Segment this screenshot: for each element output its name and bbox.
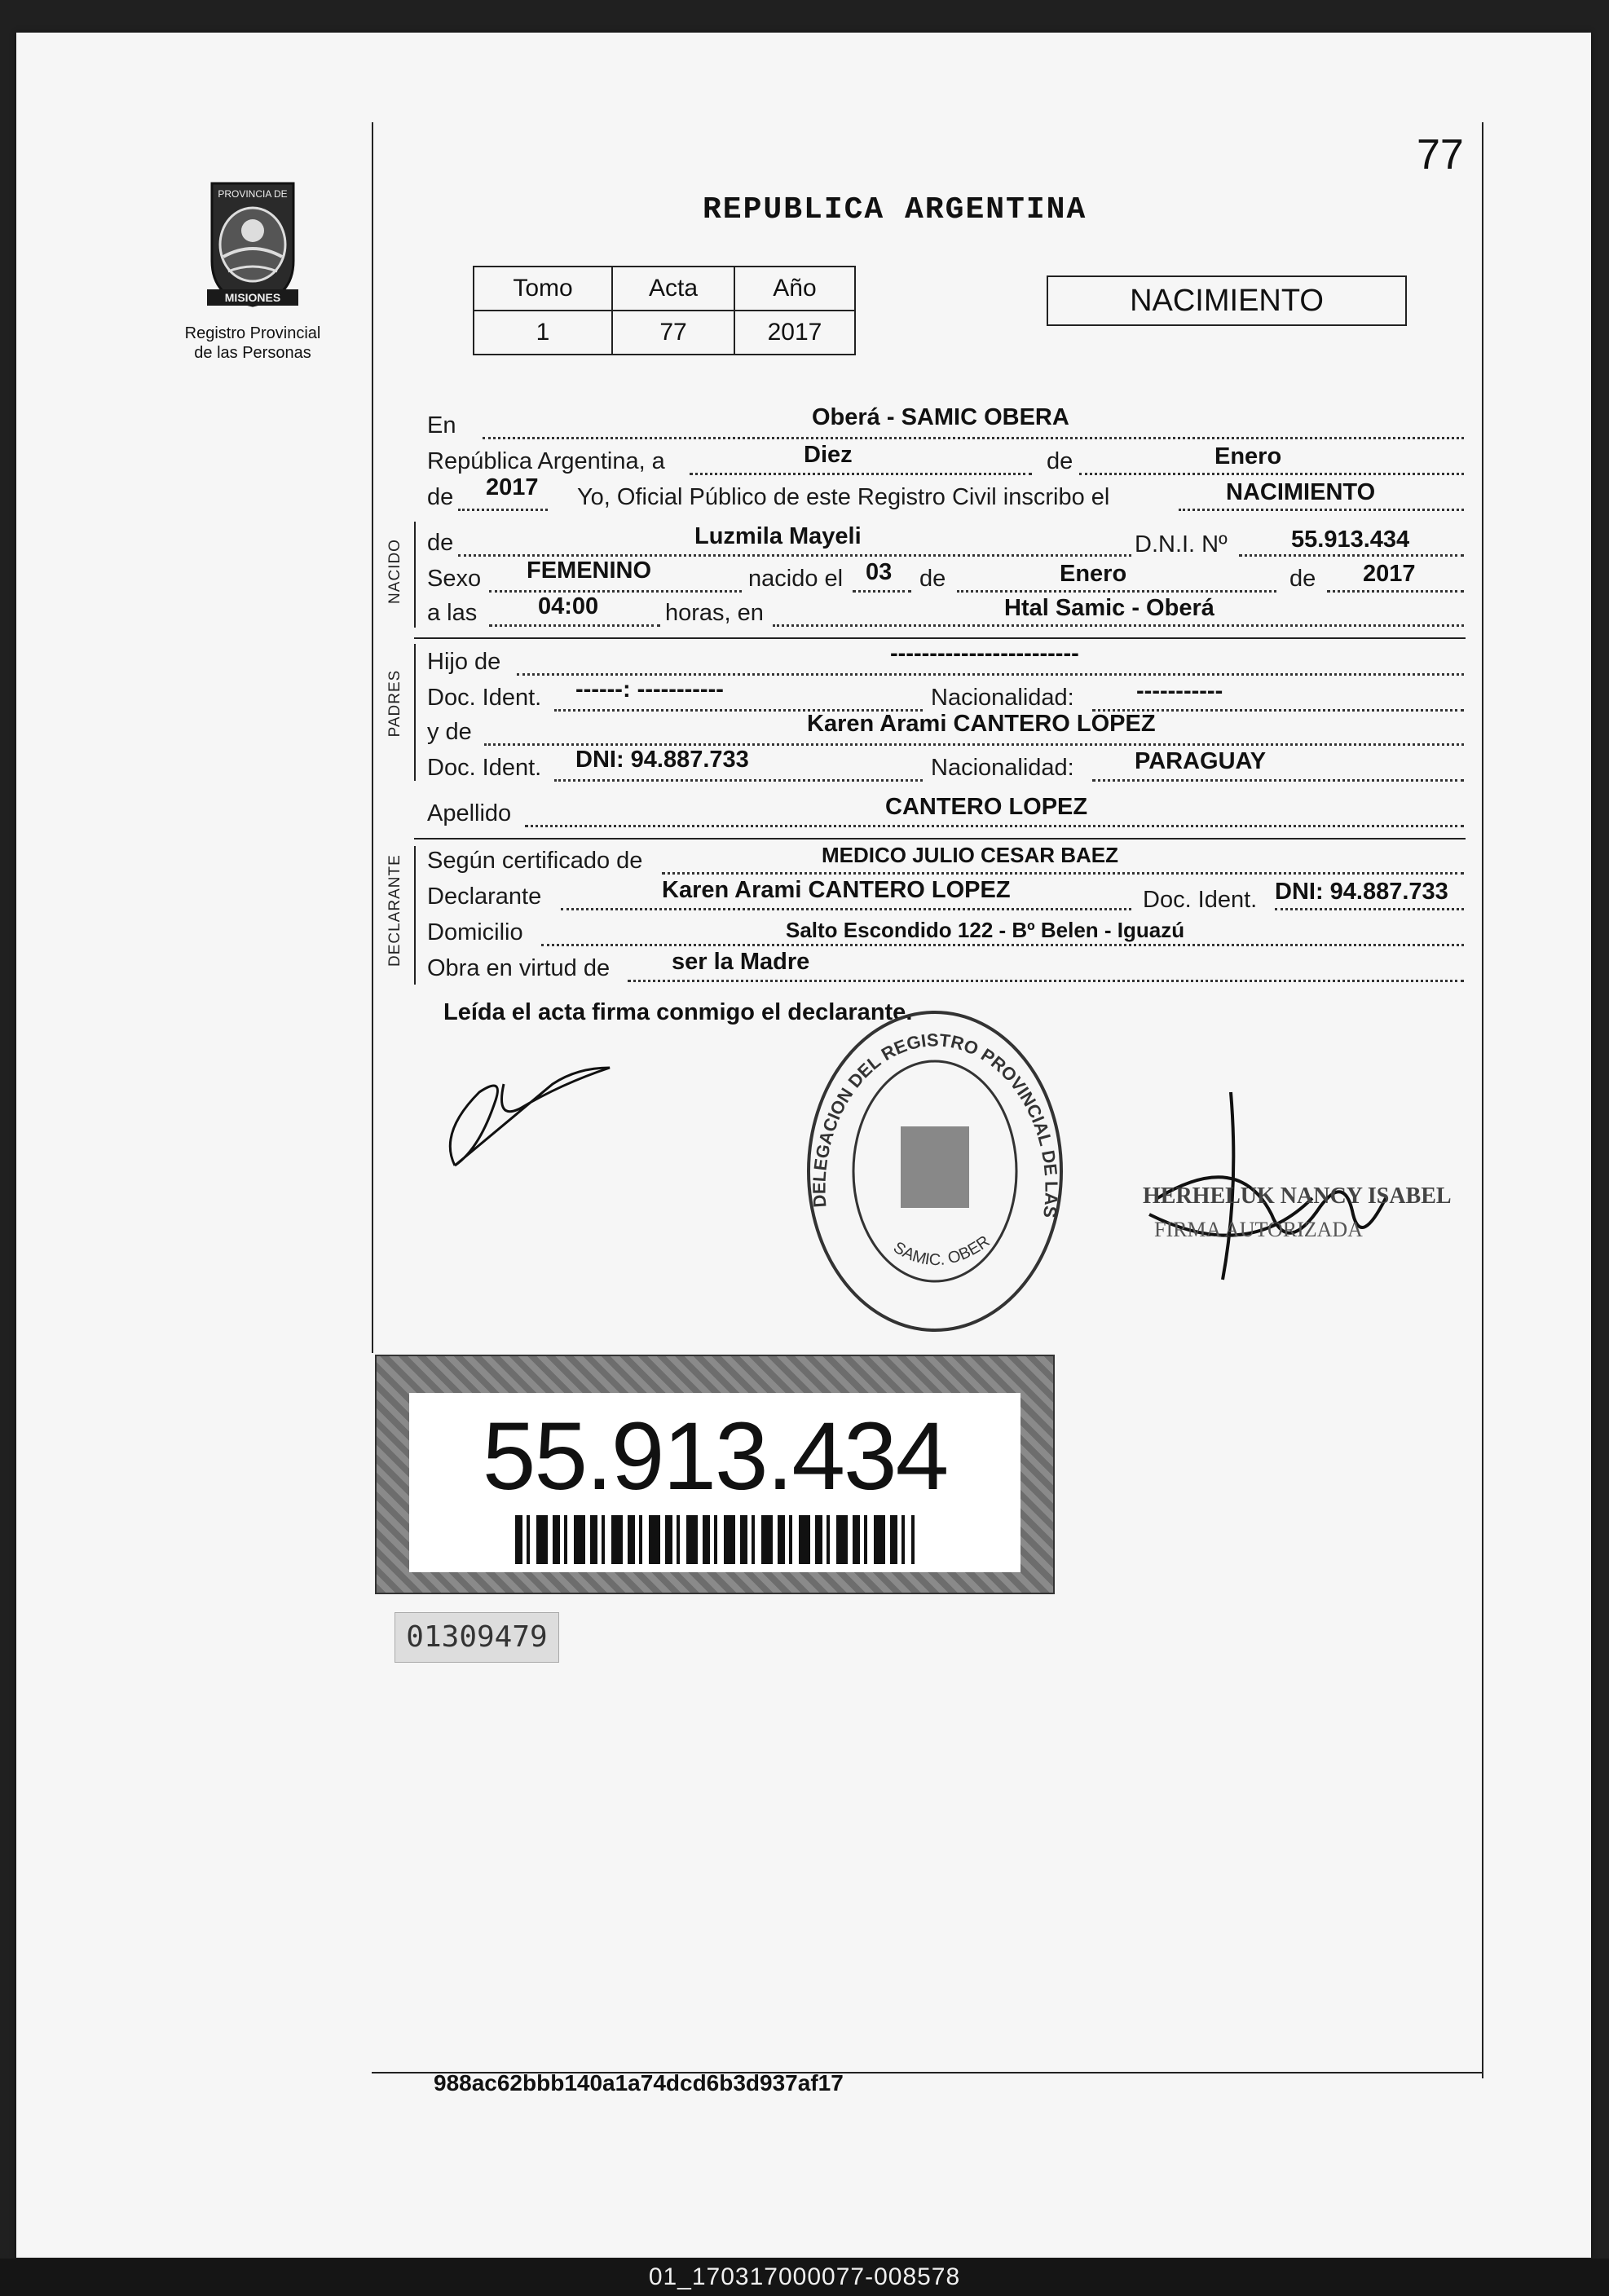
- record-type-box: NACIMIENTO: [1047, 275, 1407, 326]
- event-value: NACIMIENTO: [1226, 479, 1376, 505]
- section-divider: [414, 846, 416, 985]
- section-divider: [414, 644, 416, 781]
- dotted-line: [1092, 779, 1464, 782]
- mother-doc: DNI: 94.887.733: [575, 747, 749, 773]
- barcode-label-inner: [409, 1393, 1021, 1572]
- dotted-line: [773, 624, 1464, 627]
- nacido-section-label: NACIDO: [386, 539, 403, 604]
- declarant-signature: [430, 1051, 618, 1190]
- doc-label-father: Doc. Ident.: [427, 685, 542, 711]
- sexo-label: Sexo: [427, 566, 482, 592]
- republica-label: República Argentina, a: [427, 448, 665, 474]
- dotted-line: [662, 872, 1464, 875]
- de-label-year: de: [427, 484, 454, 510]
- table-value-tomo: 1: [474, 311, 612, 355]
- dotted-line: [541, 944, 1464, 946]
- child-dni: 55.913.434: [1291, 527, 1410, 553]
- year-value: 2017: [486, 474, 539, 500]
- dotted-line: [483, 437, 1464, 439]
- register-table: [473, 266, 856, 355]
- cert-label: Según certificado de: [427, 848, 643, 874]
- barcode-label: [375, 1355, 1055, 1594]
- table-value-acta: 77: [612, 311, 734, 355]
- dotted-line: [554, 779, 923, 782]
- dotted-line: [1179, 509, 1464, 511]
- birth-hour: 04:00: [538, 593, 599, 619]
- right-margin-line: [1482, 122, 1483, 2078]
- birth-place: Htal Samic - Oberá: [1004, 595, 1214, 621]
- dotted-line: [1079, 473, 1464, 475]
- doc-label-mother: Doc. Ident.: [427, 755, 542, 781]
- nacido-de-label: de: [427, 530, 454, 556]
- official-name: HERHELUK NANCY ISABEL: [1143, 1183, 1452, 1209]
- obra-label: Obra en virtud de: [427, 955, 611, 981]
- padres-section-label: PADRES: [386, 669, 403, 738]
- dotted-line: [1327, 590, 1464, 593]
- dotted-line: [628, 980, 1464, 982]
- dotted-line: [458, 554, 1131, 557]
- stamp-inner-text: SAMIC. OBER: [890, 1232, 994, 1270]
- province-logo: [196, 175, 310, 310]
- declarante-doc: DNI: 94.887.733: [1275, 879, 1448, 905]
- dotted-line: [489, 624, 660, 627]
- hijo-label: Hijo de: [427, 649, 501, 675]
- dotted-line: [853, 590, 911, 593]
- father-name: ------------------------: [890, 641, 1079, 667]
- stamp-ring-text: DELEGACION DEL REGISTRO PROVINCIAL DE LAS: [809, 1029, 1062, 1219]
- page-title: REPUBLICA ARGENTINA: [703, 192, 1087, 227]
- dotted-line: [484, 743, 1464, 746]
- mother-name: Karen Arami CANTERO LOPEZ: [807, 711, 1156, 737]
- section-rule: [414, 838, 1466, 840]
- dotted-line: [957, 590, 1276, 593]
- page-number: 77: [1417, 131, 1464, 178]
- declarante-label: Declarante: [427, 884, 542, 910]
- birth-year: 2017: [1363, 561, 1416, 587]
- horas-label: horas, en: [665, 600, 764, 626]
- father-nationality: -----------: [1136, 678, 1223, 704]
- dotted-line: [525, 825, 1464, 827]
- logo-banner-text: MISIONES: [224, 291, 281, 304]
- dotted-line: [1239, 554, 1464, 557]
- logo-ring-text: PROVINCIA DE: [218, 188, 288, 200]
- mother-nationality: PARAGUAY: [1135, 748, 1267, 774]
- official-caption: FIRMA AUTORIZADA: [1154, 1218, 1363, 1241]
- dni-label: D.N.I. Nº: [1135, 531, 1228, 557]
- serial-number: 01309479: [395, 1612, 559, 1663]
- dotted-line: [1275, 908, 1464, 910]
- stamp-seal-icon: [803, 1004, 1068, 1338]
- dotted-line: [561, 908, 1131, 910]
- footer-code: 01_170317000077-008578: [648, 2263, 961, 2290]
- section-divider: [414, 522, 416, 628]
- official-stamp: [803, 1004, 1068, 1338]
- father-doc: ------: -----------: [575, 676, 724, 703]
- place-value: Oberá - SAMIC OBERA: [812, 404, 1069, 430]
- alas-label: a las: [427, 600, 478, 626]
- section-rule: [414, 637, 1466, 639]
- table-header-anio: Año: [734, 267, 855, 311]
- domicilio-value: Salto Escondido 122 - Bº Belen - Iguazú: [786, 918, 1185, 942]
- barcode-icon: [515, 1515, 915, 1564]
- cert-value: MEDICO JULIO CESAR BAEZ: [822, 843, 1119, 867]
- dotted-line: [489, 590, 742, 593]
- nationality-label-father: Nacionalidad:: [931, 685, 1074, 711]
- table-header-acta: Acta: [612, 267, 734, 311]
- table-header-tomo: Tomo: [474, 267, 612, 311]
- left-margin-line: [372, 122, 373, 1353]
- child-name: Luzmila Mayeli: [694, 523, 862, 549]
- de-label-2: de: [919, 566, 946, 592]
- declarante-section-label: DECLARANTE: [386, 854, 403, 967]
- dotted-line: [458, 509, 548, 511]
- de-label-3: de: [1289, 566, 1316, 592]
- birth-day: 03: [866, 559, 893, 585]
- obra-value: ser la Madre: [672, 949, 810, 975]
- nacido-el-label: nacido el: [748, 566, 844, 592]
- logo-caption-1: Registro Provincial: [184, 324, 321, 342]
- doc-label-declarante: Doc. Ident.: [1143, 887, 1258, 913]
- apellido-label: Apellido: [427, 800, 512, 826]
- birth-month: Enero: [1060, 561, 1127, 587]
- document-hash: 988ac62bbb140a1a74dcd6b3d937af17: [434, 2070, 844, 2095]
- apellido-value: CANTERO LOPEZ: [885, 794, 1088, 820]
- logo-caption-2: de las Personas: [194, 344, 311, 362]
- month-value: Enero: [1214, 443, 1282, 469]
- nationality-label-mother: Nacionalidad:: [931, 755, 1074, 781]
- en-label: En: [427, 412, 456, 438]
- officer-text: Yo, Oficial Público de este Registro Civil inscribo el: [577, 484, 1110, 510]
- dotted-line: [517, 673, 1464, 676]
- declarante-value: Karen Arami CANTERO LOPEZ: [662, 877, 1011, 903]
- dotted-line: [690, 473, 1032, 475]
- sexo-value: FEMENINO: [527, 557, 652, 584]
- table-value-anio: 2017: [734, 311, 855, 355]
- yde-label: y de: [427, 719, 472, 745]
- barcode-number: 55.913.434: [482, 1403, 948, 1510]
- day-value: Diez: [804, 442, 853, 468]
- de-label: de: [1047, 448, 1073, 474]
- closing-text: Leída el acta firma conmigo el declarante.: [443, 999, 913, 1025]
- domicilio-label: Domicilio: [427, 919, 523, 945]
